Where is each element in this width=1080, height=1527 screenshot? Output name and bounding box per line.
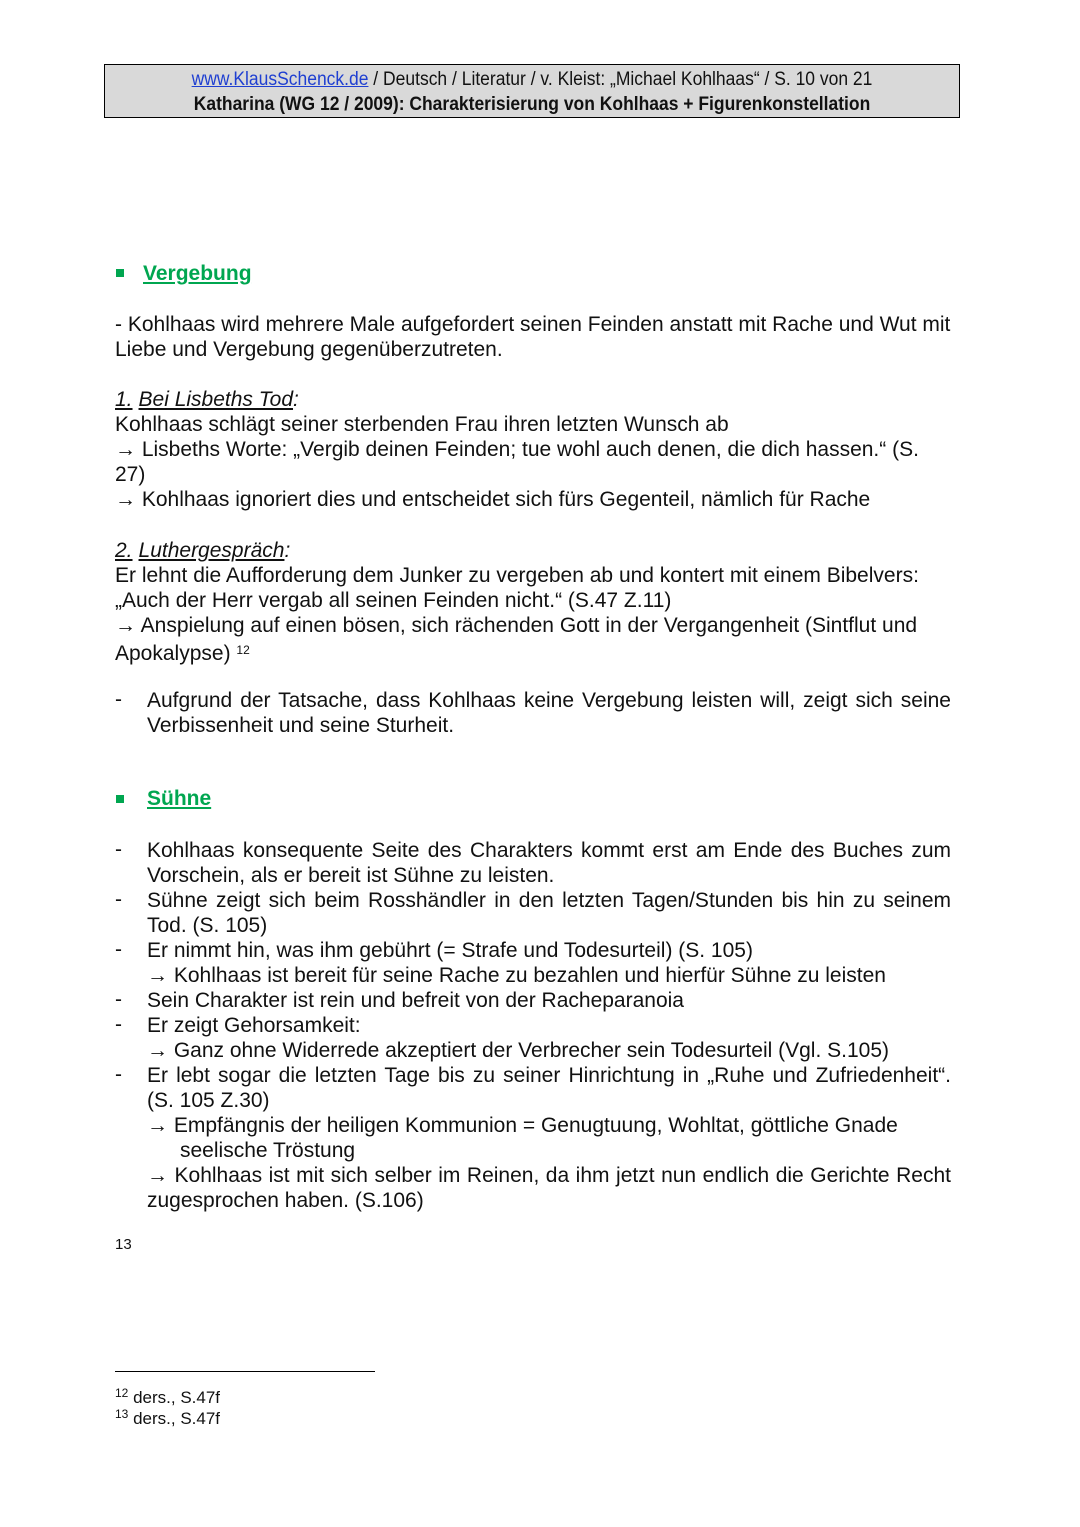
footnote-number: 13	[115, 1407, 129, 1421]
suehne-item-5a: Er zeigt Gehorsamkeit:	[147, 1014, 361, 1037]
suehne-item-3b: → Kohlhaas ist bereit für seine Rache zu bezahlen und hierfür Sühne zu leisten	[147, 964, 886, 987]
point-1-colon: :	[293, 388, 299, 411]
suehne-item-6a: Er lebt sogar die letzten Tage bis zu seiner Hinrichtung in „Ruhe und Zufriedenheit“. (S. 105 Z.30)	[147, 1064, 951, 1112]
point-2-number: 2.	[115, 539, 133, 562]
footnote-divider	[115, 1371, 375, 1372]
suehne-item-5b: → Ganz ohne Widerrede akzeptiert der Verbrecher sein Todesurteil (Vgl. S.105)	[147, 1039, 889, 1062]
point-1-line-3: → Kohlhaas ignoriert dies und entscheidet sich fürs Gegenteil, nämlich für Rache	[115, 488, 871, 511]
point-2-line-2-text: → Anspielung auf einen bösen, sich rächenden Gott in der Vergangenheit (Sintflut und Apokalypse)	[115, 614, 918, 665]
suehne-item-1: Kohlhaas konsequente Seite des Charakters kommt erst am Ende des Buches zum Vorschein, als er bereit ist Sühne zu leisten.	[147, 839, 951, 887]
footnote-number: 12	[115, 1386, 129, 1400]
footnote-text: ders., S.47f	[128, 1388, 221, 1407]
dash-marker: -	[115, 988, 122, 1011]
footnote-text: ders., S.47f	[128, 1409, 221, 1428]
dash-marker: -	[115, 1013, 122, 1036]
vergebung-intro: - Kohlhaas wird mehrere Male aufgefordert seinen Feinden anstatt mit Rache und Wut mit Liebe und Vergebung gegenüberzutreten.	[115, 313, 951, 361]
dash-marker: -	[115, 888, 122, 911]
point-1-line-2: → Lisbeths Worte: „Vergib deinen Feinden; tue wohl auch denen, die dich hassen.“ (S. 27)	[115, 438, 919, 486]
point-2-line-2	[115, 613, 951, 666]
point-1-title: Bei Lisbeths Tod	[138, 388, 294, 411]
section-title-vergebung: Vergebung	[143, 262, 252, 285]
point-1-line-1: Kohlhaas schlägt seiner sterbenden Frau ihren letzten Wunsch ab	[115, 413, 729, 436]
section-bullet-vergebung	[116, 269, 124, 277]
dash-marker: -	[115, 688, 122, 711]
header-breadcrumb: / Deutsch / Literatur / v. Kleist: „Michael Kohlhaas“ / S. 10 von 21	[368, 69, 873, 90]
page-header	[104, 64, 960, 118]
point-1-heading	[115, 387, 951, 412]
header-title: Katharina (WG 12 / 2009): Charakterisierung von Kohlhaas + Figurenkonstellation	[193, 94, 871, 115]
point-2-heading	[115, 538, 951, 563]
website-link[interactable]: www.KlausSchenck.de	[191, 69, 369, 90]
vergebung-conclusion: Aufgrund der Tatsache, dass Kohlhaas keine Vergebung leisten will, zeigt sich seine Verbissenheit und seine Sturheit.	[147, 689, 951, 737]
point-2-line-1: Er lehnt die Aufforderung dem Junker zu vergeben ab und kontert mit einem Bibelvers: „Auch der Herr vergab all seinen Feinden nicht.“ (S.47 Z.11)	[115, 564, 919, 612]
dash-marker: -	[115, 1063, 122, 1086]
section-title-suehne: Sühne	[147, 787, 212, 810]
footnote-marker-13: 13	[115, 1236, 132, 1253]
suehne-item-4: Sein Charakter ist rein und befreit von der Racheparanoia	[147, 989, 684, 1012]
point-1-number: 1.	[115, 388, 133, 411]
suehne-item-6c: → Kohlhaas ist mit sich selber im Reinen, da ihm jetzt nun endlich die Gerichte Recht zugesprochen haben. (S.106)	[147, 1164, 951, 1212]
dash-marker: -	[115, 838, 122, 861]
suehne-item-3a: Er nimmt hin, was ihm gebührt (= Strafe und Todesurteil) (S. 105)	[147, 939, 753, 962]
footnote-13	[115, 1404, 220, 1429]
point-2-colon: :	[284, 539, 291, 562]
suehne-item-2: Sühne zeigt sich beim Rosshändler in den letzten Tagen/Stunden bis hin zu seinem Tod. (S. 105)	[147, 889, 951, 937]
footnote-ref-12[interactable]: 12	[236, 643, 250, 657]
suehne-item-6b-cont: seelische Tröstung	[180, 1139, 356, 1162]
point-2-title: Luthergespräch	[138, 539, 285, 562]
suehne-item-6b: → Empfängnis der heiligen Kommunion = Genugtuung, Wohltat, göttliche Gnade	[147, 1114, 898, 1137]
dash-marker: -	[115, 938, 122, 961]
section-bullet-suehne	[116, 795, 124, 803]
header-line-1	[139, 67, 925, 92]
